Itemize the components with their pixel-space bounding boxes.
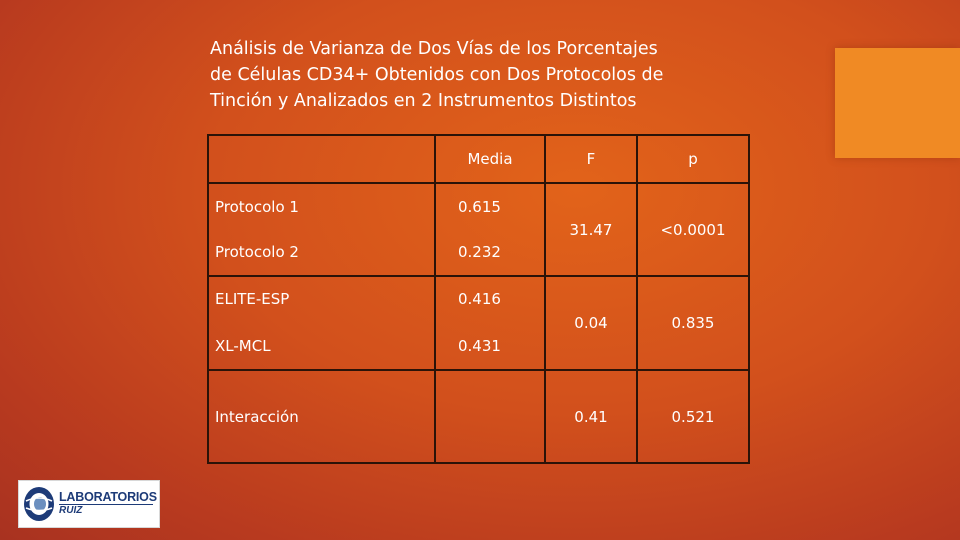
accent-block	[835, 48, 960, 158]
header-p: p	[637, 135, 749, 183]
logo-text-ruiz: RUIZ	[59, 505, 83, 516]
row-label-xl-mcl: XL-MCL	[208, 322, 435, 370]
logo-text-laboratorios: LABORATORIOS	[59, 490, 157, 504]
p-interaccion: 0.521	[637, 370, 749, 463]
header-media: Media	[435, 135, 545, 183]
logo-emblem-icon	[23, 485, 55, 523]
media-protocolo-1: 0.615	[435, 183, 545, 229]
title-line-1: Análisis de Varianza de Dos Vías de los Porcentajes	[210, 39, 658, 59]
laboratorios-ruiz-logo	[18, 480, 160, 528]
table-header-row	[208, 135, 749, 183]
f-interaccion: 0.41	[545, 370, 637, 463]
slide-title	[210, 36, 770, 114]
p-protocolo: <0.0001	[637, 183, 749, 276]
table-row	[208, 183, 749, 229]
media-protocolo-2: 0.232	[435, 230, 545, 276]
row-label-interaccion: Interacción	[208, 370, 435, 463]
row-label-protocolo-2: Protocolo 2	[208, 230, 435, 276]
f-instrumento: 0.04	[545, 276, 637, 371]
p-instrumento: 0.835	[637, 276, 749, 371]
table-row	[208, 276, 749, 322]
media-elite-esp: 0.416	[435, 276, 545, 322]
media-xl-mcl: 0.431	[435, 322, 545, 370]
row-label-protocolo-1: Protocolo 1	[208, 183, 435, 229]
header-f: F	[545, 135, 637, 183]
title-line-3: Tinción y Analizados en 2 Instrumentos Distintos	[210, 91, 637, 111]
row-label-elite-esp: ELITE-ESP	[208, 276, 435, 322]
header-cell-empty	[208, 135, 435, 183]
title-line-2: de Células CD34+ Obtenidos con Dos Protocolos de	[210, 65, 664, 85]
media-interaccion	[435, 370, 545, 463]
f-protocolo: 31.47	[545, 183, 637, 276]
anova-table	[207, 134, 750, 464]
table-row	[208, 370, 749, 463]
